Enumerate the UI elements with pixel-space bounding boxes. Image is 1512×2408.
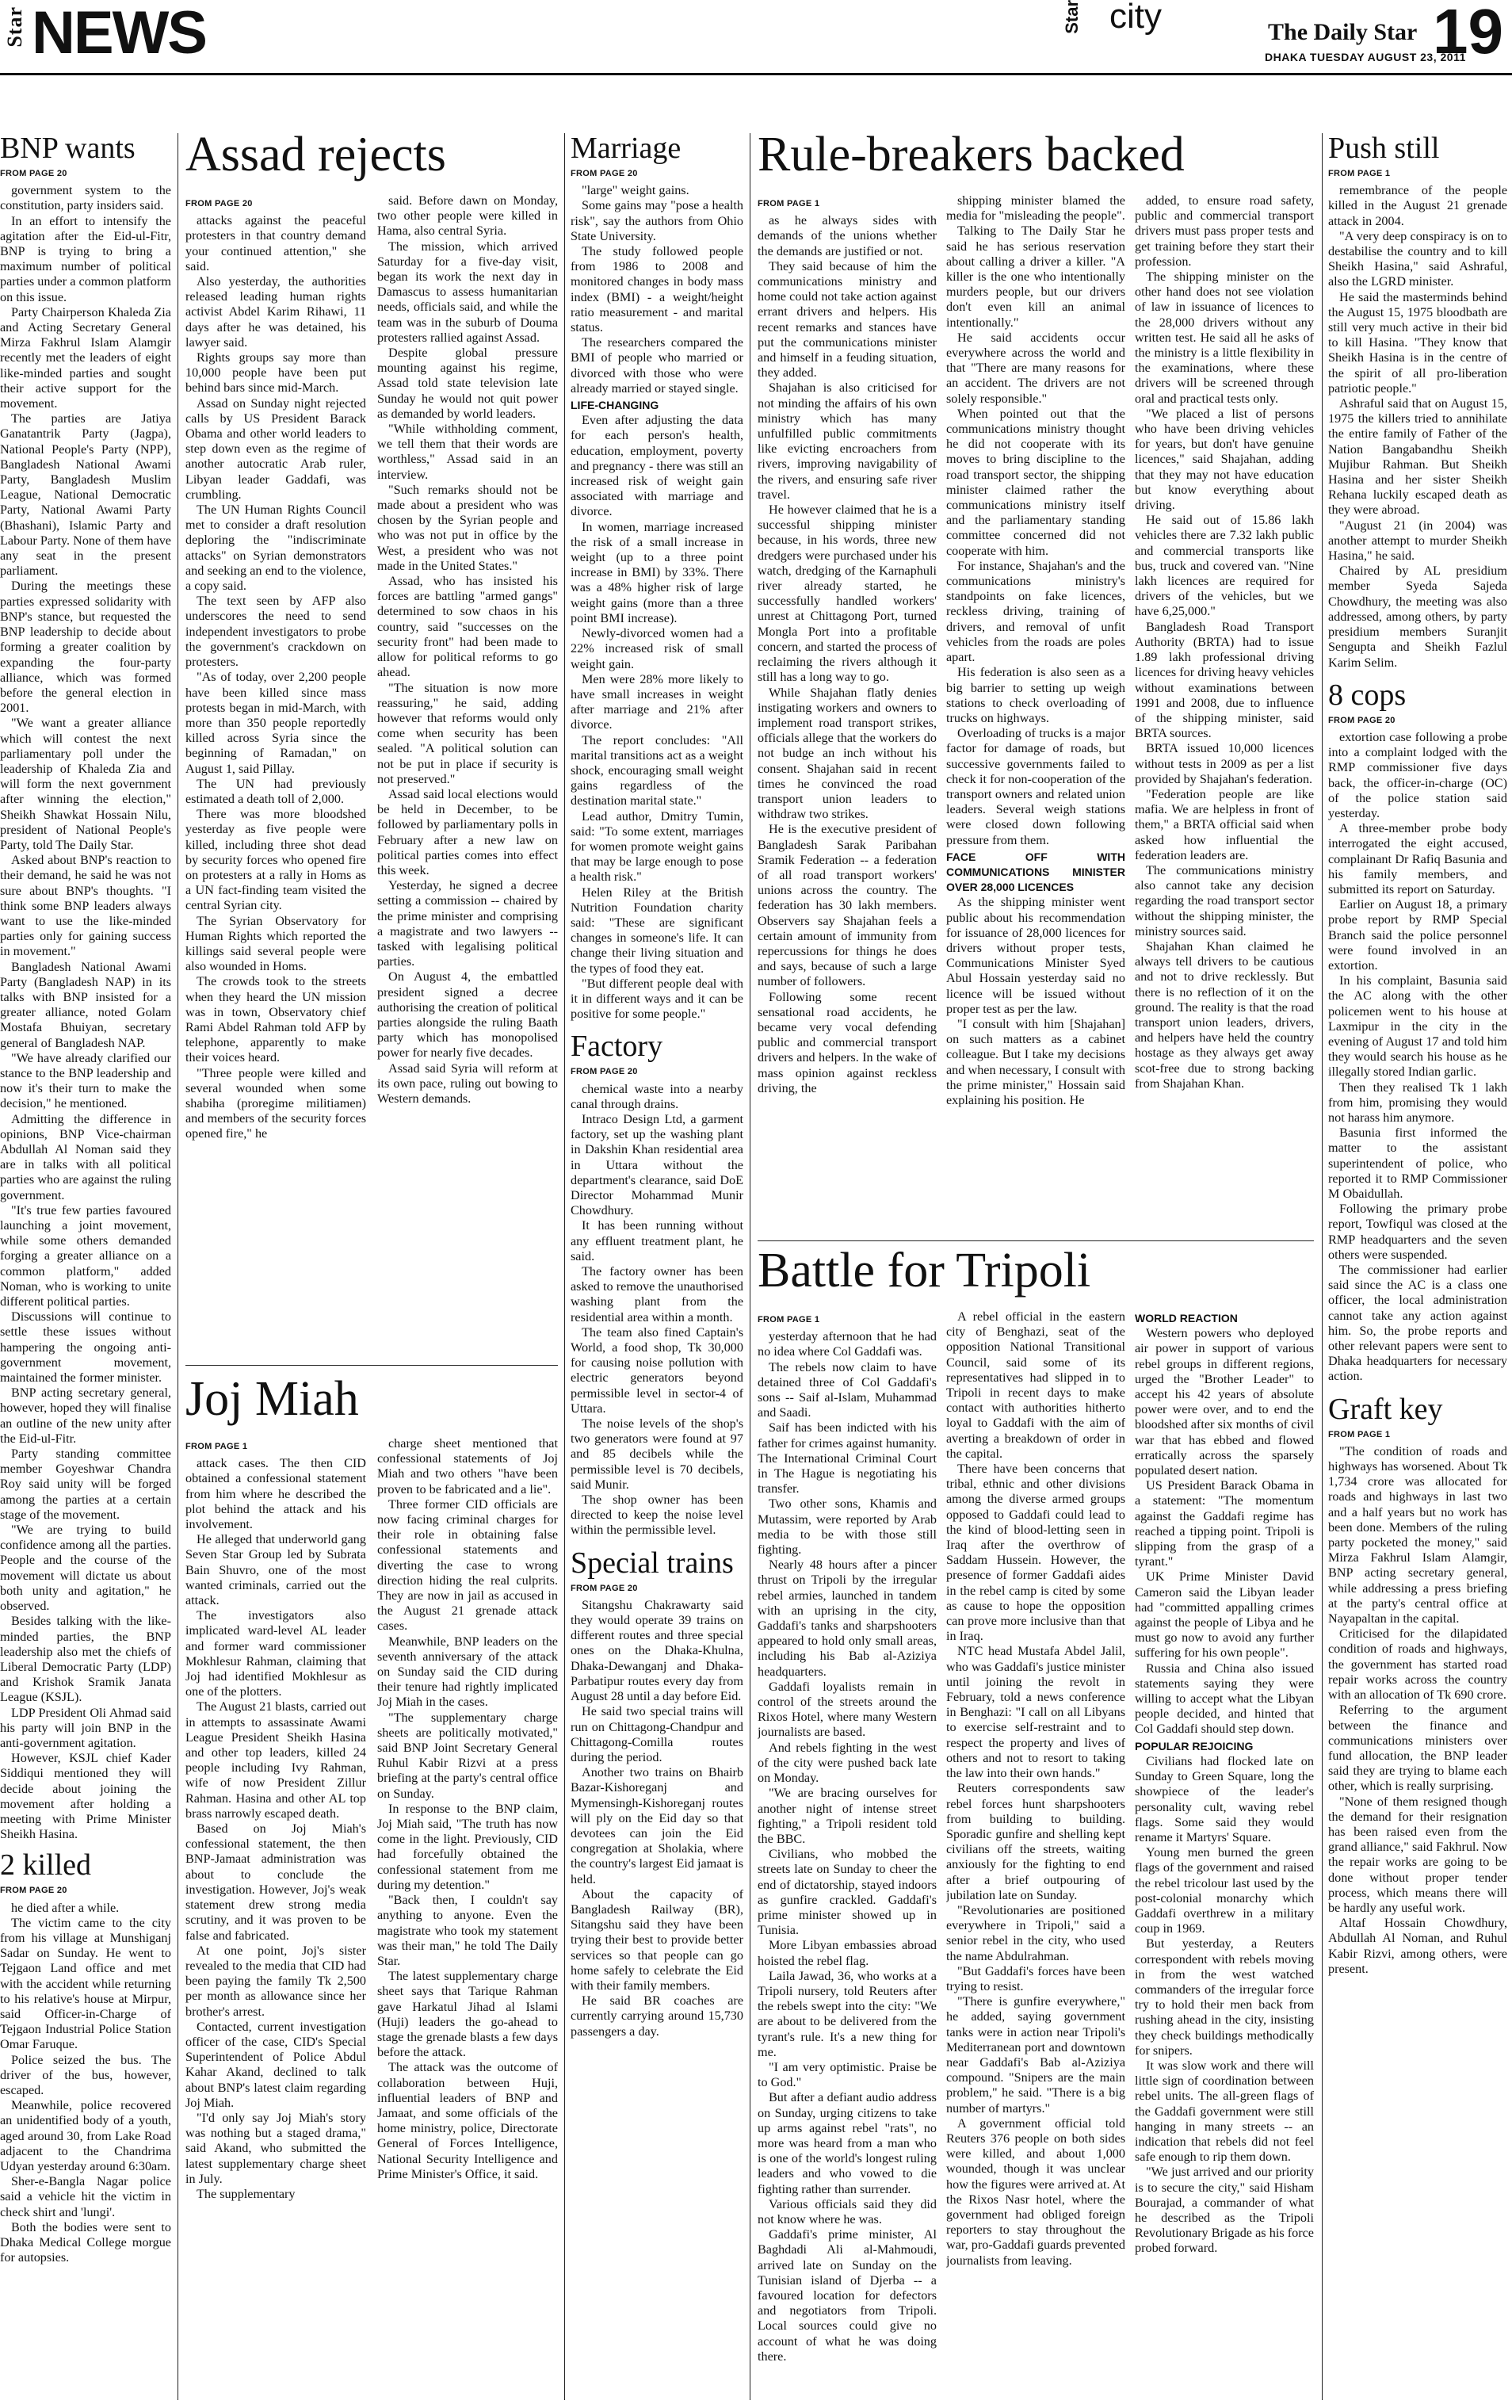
- paragraph: Men were 28% more likely to have small increases in weight after marriage and 21% after divorce.: [571, 671, 743, 732]
- paragraph: The text seen by AFP also underscores the need to send independent investigators to probe the government's crackdown on protesters.: [185, 594, 366, 670]
- paragraph: Despite global pressure mounting against his regime, Assad told state television late Sunday he would not quit power as demanded by world leaders.: [377, 346, 558, 421]
- headline: Special trains: [571, 1546, 734, 1580]
- paragraph: And rebels fighting in the west of the city were pushed back late on Monday.: [758, 1740, 937, 1786]
- story-column: [377, 193, 558, 1359]
- paragraph: There have been concerns that tribal, ethnic and other divisions among the diverse armed groups opposed to Gaddafi could lead to the kind of blood-letting seen in Iraq after the overthrow of Saddam Hussein. However, the presence of former Gaddafi aides in the rebel camp is cited by some as cause to hope the opposition can prove more inclusive than that in Iraq.: [946, 1462, 1125, 1644]
- paragraph: Bangladesh National Awami Party (Bangladesh NAP) in its talks with BNP insisted for a greater alliance, noted Golam Mostafa Bhuiyan, secretary general of Bangladesh NAP.: [0, 959, 171, 1050]
- paragraph: It has been running without any effluent treatment plant, he said.: [571, 1218, 743, 1263]
- paragraph: "The condition of roads and highways has worsened. About Tk 1,734 crore was allocated for roads and highways in last two and a half years but no work has been done. Members of the ruling party pocketed the money," said Mirza Fakhrul Islam Alamgir, BNP acting secretary general, while addressing a press briefing at the party's central office at Nayapaltan in the capital.: [1328, 1443, 1507, 1626]
- paragraph: But after a defiant audio address on Sunday, urging citizens to take up arms against rebel "rats", no more was heard from a man who is one of the world's longest ruling leaders and who vowed to die fighting rather than surrender.: [758, 2090, 937, 2196]
- paragraph: Shajahan is also criticised for not minding the affairs of his own ministry which has many unfulfilled public commitments like evicting encroachers from rivers, improving navigability of the rivers, and ensuring safe river travel.: [758, 380, 937, 502]
- paragraph: He said BR coaches are currently carrying around 15,730 passengers a day.: [571, 1993, 743, 2039]
- headline: Assad rejects: [185, 128, 446, 182]
- paragraph: Gaddafi's prime minister, Al Baghdadi Ali al-Mahmoudi, arrived late on Sunday on the Tunisian island of Djerba -- a favoured location for defectors and negotiators from Tripoli. Local sources could give no account of what he was doing there.: [758, 2227, 937, 2364]
- story-body: [571, 1598, 743, 2039]
- paragraph: Assad said Syria will reform at its own pace, ruling out bowing to Western demands.: [377, 1061, 558, 1106]
- paragraph: The communications ministry also cannot take any decision regarding the road transport sector without the shipping minister, the ministry sources said.: [1135, 862, 1314, 938]
- paragraph: "I am very optimistic. Praise be to God.": [758, 2059, 937, 2090]
- paragraph: It was slow work and there will little sign of coordination between rebel units. The all-green flags of the Gaddafi government were still hanging in many streets -- an indication that rebels did not feel safe enough to rip them down.: [1135, 2058, 1314, 2165]
- headline: Marriage: [571, 133, 682, 165]
- masthead-rule: [0, 73, 1512, 75]
- paragraph: Altaf Hossain Chowdhury, Abdullah Al Noman, and Ruhul Kabir Rizvi, among others, were present.: [1328, 1916, 1507, 1976]
- paragraph: Three former CID officials are now facing criminal charges for their role in obtaining false confessional statements and diverting the case to wrong direction hiding the real culprits. They are now in jail as accused in the August 21 grenade attack cases.: [377, 1496, 558, 1634]
- paragraph: Chaired by AL presidium member Syeda Sajeda Chowdhury, the meeting was also addressed, among others, by party presidium members Suranjit Sengupta and Sheikh Fazlul Karim Selim.: [1328, 564, 1507, 670]
- paragraph: The latest supplementary charge sheet says that Tarique Rahman gave Harkatul Jihad al Islami (Huji) leaders the go-ahead to stage the grenade blasts a few days before the attack.: [377, 1969, 558, 2060]
- story-body: [758, 213, 937, 1096]
- paragraph: "But different people deal with it in different ways and it can be positive for some people.": [571, 976, 743, 1022]
- story-body: [377, 1436, 558, 2182]
- story-body: [0, 183, 171, 1842]
- paragraph: As the shipping minister went public about his recommendation for issuance of 28,000 licences for drivers without proper tests, Communications Minister Syed Abul Hossain yesterday said no licence will be issued without proper test as per the law.: [946, 895, 1125, 1016]
- paragraph: Besides talking with the like-minded parties, the BNP leadership also met the chiefs of Liberal Democratic Party (LDP) and Krishok Sramik Janata League (KSJL).: [0, 1614, 171, 1705]
- paragraph: However, KSJL chief Kader Siddiqui mentioned they will decide about joining the movement after holding a meeting with Prime Minister Sheikh Hasina.: [0, 1751, 171, 1842]
- paragraph: Then they realised Tk 1 lakh from him, promising they would not harass him anymore.: [1328, 1080, 1507, 1125]
- paragraph: The mission, which arrived Saturday for a five-day visit, began its work the next day in Damascus to assess humanitarian needs, officials said, and while the team was in the suburb of Douma protesters rallied against Assad.: [377, 239, 558, 345]
- paragraph: yesterday afternoon that he had no idea where Col Gaddafi was.: [758, 1329, 937, 1359]
- paragraph: The victim came to the city from his village at Munshiganj Sadar on Sunday. He went to Tejgaon Land office and met with the accident while returning to his relative's house at Mirpur, said Officer-in-Charge of Tejgaon Industrial Police Station Omar Faruque.: [0, 1915, 171, 2052]
- paragraph: There was more bloodshed yesterday as five people were killed, including three shot dead by security forces who opened fire on protesters at a rally in Homs as a UN fact-finding team visited the central Syrian city.: [185, 807, 366, 913]
- paragraph: A rebel official in the eastern city of Benghazi, seat of the opposition National Transitional Council, said some of its representatives had slipped in to Tripoli in recent days to make contact with authorities hitherto loyal to Gaddafi with the aim of averting a breakdown of order in the capital.: [946, 1309, 1125, 1461]
- paragraph: he died after a while.: [11, 1900, 120, 1915]
- paragraph: At one point, Joj's sister revealed to the media that CID had been paying the family Tk 2,500 per month as allowance since her brother's arrest.: [185, 1943, 366, 2019]
- paragraph: "It's true few parties favoured launching a joint movement, while some others demanded forging a greater alliance on a common platform," added Noman, who is working to unite different political parties.: [0, 1202, 171, 1309]
- paragraph: During the meetings these parties expressed solidarity with BNP's stance, but requested the BNP leadership to decide about forming a greater coalition by expanding the four-party alliance, which was formed before the general election in 2001.: [0, 579, 171, 716]
- story-joj-miah: [185, 1374, 558, 1424]
- paragraph: "We are trying to build confidence among all the parties. People and the course of the movement will dictate us about both unity and agitation," he observed.: [0, 1523, 171, 1614]
- paragraph: Talking to The Daily Star he said he has serious reservation about calling a driver a killer. "A killer is the one who intentionally murders people, but our drivers don't even kill an animal intentionally.": [946, 224, 1125, 330]
- paragraph: On August 4, the embattled president signed a decree authorising the creation of political parties alongside the ruling Baath party which has monopolised power for nearly five decades.: [377, 969, 558, 1061]
- paragraph: Also yesterday, the authorities released leading human rights activist Abdel Karim Rihawi, 11 days after he was detained, his lawyer said.: [185, 274, 366, 350]
- headline: Battle for Tripoli: [758, 1244, 1091, 1298]
- paragraph: His federation is also seen as a big barrier to setting up weigh stations to check overloading of trucks on highways.: [946, 665, 1125, 725]
- paragraph: Laila Jawad, 36, who works at a Tripoli nursery, told Reuters after the rebels swept into the city: "We are about to be delivered from the tyrant's rule. It's a new thing for me.: [758, 1968, 937, 2059]
- story-column: [1135, 193, 1314, 1235]
- paragraph: For instance, Shajahan's and the communications ministry's standpoints on fake licences, reckless driving, training of drivers, and removal of unfit vehicles from the roads are poles apart.: [946, 558, 1125, 665]
- paragraph: Following some recent sensational road accidents, he became very vocal defending public and commercial transport drivers and helpers. In the wake of mass opinion against reckless driving, the: [758, 989, 937, 1095]
- from-page: FROM PAGE 20: [0, 169, 67, 178]
- paragraph: When pointed out that the communications ministry thought he did not cooperate with its moves to bring discipline to the road transport sector, the shipping minister claimed rather the communications ministry itself and the parliamentary standing committee concerned did not cooperate with him.: [946, 406, 1125, 558]
- paragraph: Gaddafi loyalists remain in control of the streets around the Rixos Hotel, where many Western journalists are based.: [758, 1679, 937, 1740]
- from-page: FROM PAGE 1: [758, 1315, 820, 1324]
- paragraph: In an effort to intensify the agitation after the Eid-ul-Fitr, BNP is trying to bring a maximum number of political parties under a common platform on this issue.: [0, 213, 171, 304]
- paragraph: The parties are Jatiya Ganatantrik Party (Jagpa), National People's Party (NPP), Bangladesh National Awami Party, Bangladesh Muslim League, National Democratic Party, National Awami Party (Bhashani), Islamic Party and Labour Party. None of them have any seat in the present parliament.: [0, 411, 171, 579]
- dateline: DHAKA TUESDAY AUGUST 23, 2011: [1265, 51, 1466, 63]
- paragraph: A government official told Reuters 376 people on both sides were killed, and about 1,000 wounded, though it was unclear how the figures were arrived at. At the Rixos Nasr hotel, where the government had obliged foreign reporters to stay throughout the war, pro-Gaddafi guards prevented journalists from leaving.: [946, 2116, 1125, 2268]
- paragraph: Based on Joj Miah's confessional statement, the then BNP-Jamaat administration was about to conclude the investigation. However, Joj's weak statement drew strong media scrutiny, and it was proven to be false and fabricated.: [185, 1821, 366, 1943]
- story-column: [946, 1309, 1125, 2400]
- from-page: FROM PAGE 20: [185, 199, 253, 208]
- paragraph: Intraco Design Ltd, a garment factory, set up the washing plant in Dakshin Khan residential area in Uttara without the department's clearance, said DoE Director Mohammad Munir Chowdhury.: [571, 1111, 743, 1218]
- paragraph: Meanwhile, police recovered an unidentified body of a youth, aged around 30, from Lake Road adjacent to the Chandrima Udyan yesterday around 6:30am.: [0, 2098, 171, 2173]
- headline: 8 cops: [1328, 678, 1407, 712]
- paragraph: "A very deep conspiracy is on to destabilise the country and to kill Sheikh Hasina," said Ashraful, also the LGRD minister.: [1328, 228, 1507, 289]
- paragraph: In response to the BNP claim, Joj Miah said, "The truth has now come in the light. Previously, CID had forcefully obtained the confessional statement from me during my detention.": [377, 1801, 558, 1892]
- paragraph: Western powers who deployed air power in support of various rebel groups in different regions, urged the "Brother Leader" to accept his 42 years of absolute power were over, and to end the bloodshed after six months of civil war that has ebbed and flowed erratically across the sparsely populated desert nation.: [1135, 1326, 1314, 1478]
- headline: BNP wants: [0, 133, 136, 165]
- paragraph: "We want a greater alliance which will contest the next parliamentary poll under the leadership of Khaleda Zia and will form the next government after winning the election," Sheikh Shawkat Hossain Nilu, president of National People's Party, told The Daily Star.: [0, 716, 171, 852]
- section-title: city: [1109, 0, 1162, 36]
- paragraph: Party Chairperson Khaleda Zia and Acting Secretary General Mirza Fakhrul Islam Alamgir recently met the leaders of eight like-minded parties and sought their active support for the movement.: [0, 304, 171, 411]
- paragraph: He alleged that underworld gang Seven Star Group led by Subrata Bain Shuvro, one of the most wanted criminals, carried out the attack.: [185, 1532, 366, 1608]
- paragraph: added, to ensure road safety, public and commercial transport drivers must pass proper tests and get training before they start their profession.: [1135, 193, 1314, 269]
- story-column: [758, 1309, 937, 2400]
- paragraph: Criticised for the dilapidated condition of roads and highways, the government has started road repair works across the country with an allocation of Tk 690 crore.: [1328, 1626, 1507, 1703]
- paragraph: Bangladesh Road Transport Authority (BRTA) had to issue 1.89 lakh professional driving licences for driving heavy vehicles without examinations between 1991 and 2008, due to influence of the shipping minister, said BRTA sources.: [1135, 619, 1314, 741]
- paragraph: "I'd only say Joj Miah's story was nothing but a staged drama," said Akand, who submitted the latest supplementary charge sheet in July.: [185, 2110, 366, 2186]
- paragraph: The UN had previously estimated a death toll of 2,000.: [185, 776, 366, 806]
- subhead: WORLD REACTION: [1135, 1312, 1238, 1324]
- story-column: [185, 1436, 366, 2400]
- paragraph: Discussions will continue to settle these issues without hampering the ongoing anti-government movement, maintained the former minister.: [0, 1309, 171, 1386]
- paragraph: Shajahan Khan claimed he always tell drivers to be cautious and not to drive recklessly. But there is no reflection of it on the ground. The reality is that the road transport union leaders, drivers, and helpers have held the country hostage as they always get away scot-free due to strong backing from Shajahan Khan.: [1135, 938, 1314, 1091]
- story-body: [571, 1082, 743, 1538]
- paragraph: Earlier on August 18, a primary probe report by RMP Special Branch said the police personnel were found involved in an extortion.: [1328, 897, 1507, 973]
- paragraph: "The situation is now more reassuring," he said, adding however that reforms would only come when security has been sealed. "A political solution can not be put in place if security is not preserved.": [377, 680, 558, 786]
- paragraph: The crowds took to the streets when they heard the UN mission was in town, Observatory chief Rami Abdel Rahman told AFP by telephone, apparently to make their voices heard.: [185, 974, 366, 1065]
- from-page: FROM PAGE 1: [758, 199, 820, 208]
- paragraph: Party standing committee member Goyeshwar Chandra Roy said unity will be forged among the parties at a certain stage of the movement.: [0, 1447, 171, 1522]
- story-column: [946, 193, 1125, 1235]
- paragraph: "Revolutionaries are positioned everywhere in Tripoli," said a senior rebel in the city, who used the name Abdulrahman.: [946, 1902, 1125, 1963]
- paragraph: UK Prime Minister David Cameron said the Libyan leader had "committed appalling crimes against the people of Libya and he must go now to avoid any further suffering for his own people".: [1135, 1569, 1314, 1661]
- paragraph: NTC head Mustafa Abdel Jalil, who was Gaddafi's justice minister until joining the revolt in February, told a news conference in Benghazi: "I call on all Libyans to exercise self-restraint and to respect the property and lives of others and not to resort to taking the law into their own hands.": [946, 1644, 1125, 1781]
- story-body: [946, 193, 1125, 848]
- paragraph: said. Before dawn on Monday, two other people were killed in Hama, also central Syria.: [377, 193, 558, 239]
- paragraph: Meanwhile, BNP leaders on the seventh anniversary of the attack on Sunday said the CID during their tenure had rightly implicated Joj Miah in the cases.: [377, 1634, 558, 1710]
- paragraph: He said two special trains will run on Chittagong-Chandpur and Chittagong-Comilla routes during the period.: [571, 1704, 743, 1764]
- paragraph: Assad, who has insisted his forces are battling "armed gangs" determined to sow chaos in his country, said "successes on the security front" had been made to allow for political reforms to go ahead.: [377, 574, 558, 680]
- paragraph: as he always sides with demands of the unions whether the demands are justified or not.: [758, 213, 937, 258]
- paragraph: The factory owner has been asked to remove the unauthorised washing plant from the residential area within a month.: [571, 1264, 743, 1324]
- paragraph: Sitangshu Chakrawarty said they would operate 39 trains on different routes and three special ones on the Dhaka-Khulna, Dhaka-Dewanganj and Dhaka-Parbatipur routes every day from August 28 until a day before Eid.: [571, 1597, 743, 1704]
- paragraph: The supplementary: [197, 2186, 296, 2201]
- from-page: FROM PAGE 20: [1328, 715, 1396, 725]
- story-column: [1135, 1309, 1314, 2400]
- story-rule-breakers: [758, 128, 1314, 182]
- story-body: [1135, 1754, 1314, 2257]
- paragraph: The noise levels of the shop's two generators were found at 97 and 85 decibels while the permissible level is 70 decibels, said Munir.: [571, 1416, 743, 1492]
- paragraph: Helen Riley at the British Nutrition Foundation charity said: "These are significant changes in someone's life. It can change their living situation and the types of food they eat.: [571, 885, 743, 976]
- paragraph: Civilians had flocked late on Sunday to Green Square, long the showpiece of the leader's personality cult, waving rebel flags. Some said they would rename it Martyrs' Square.: [1135, 1753, 1314, 1844]
- paragraph: attacks against the peaceful protesters in that country demand your continued attention," she said.: [185, 213, 366, 273]
- story-body: [1328, 183, 1507, 671]
- paragraph: "Back then, I couldn't say anything to anyone. Even the magistrate who took my statement was their man," he told The Daily Star.: [377, 1893, 558, 1968]
- section-star: Star: [1062, 0, 1082, 34]
- paragraph: "August 21 (in 2004) was another attempt to murder Sheikh Hasina," he said.: [1328, 518, 1507, 564]
- paragraph: Ashraful said that on August 15, 1975 the killers tried to annihilate the entire family of Father of the Nation Bangabandhu Sheikh Mujibur Rahman. But Sheikh Hasina and her sister Sheikh Rehana luckily escaped death as they were abroad.: [1328, 396, 1507, 518]
- subhead: LIFE-CHANGING: [571, 399, 659, 412]
- paragraph: The researchers compared the BMI of people who married or divorced with those who were already married or stayed single.: [571, 335, 743, 396]
- paragraph: US President Barack Obama in a statement: "The momentum against the Gaddafi regime has reached a tipping point. Tripoli is slipping from the grasp of a tyrant.": [1135, 1478, 1314, 1569]
- column-divider: [564, 133, 565, 2400]
- paragraph: Basunia first informed the matter to the assistant superintendent of police, who reported it to RMP Commissioner M Obaidullah.: [1328, 1126, 1507, 1201]
- paragraph: charge sheet mentioned that confessional statements of Joj Miah and two others "have been proven to be fabricated and a lie".: [377, 1436, 558, 1496]
- paragraph: Civilians, who mobbed the streets late on Sunday to cheer the end of dictatorship, stayed indoors as gunfire crackled. Gaddafi's prime minister showed up in Tunisia.: [758, 1847, 937, 1938]
- paragraph: Reuters correspondents saw rebel forces hunt sharpshooters from building to building. Sporadic gunfire and shelling kept civilians off the streets, waiting anxiously for the fighting to end after a brief outpouring of jubilation late on Sunday.: [946, 1781, 1125, 1902]
- paragraph: He said the masterminds behind the August 15, 1975 bloodbath are still very much active in their bid to kill Hasina. "They know that Sheikh Hasina is in the centre of the spirit of all pro-liberation patriotic people.": [1328, 289, 1507, 396]
- paragraph: "As of today, over 2,200 people have been killed since mass protests began in mid-March, with more than 350 people reportedly killed across Syria since the beginning of Ramadan," on August 1, said Pillay.: [185, 670, 366, 776]
- paragraph: Two other sons, Khamis and Mutassim, were reported by Arab media to be with those still fighting.: [758, 1496, 937, 1558]
- story-body: [185, 1456, 366, 2202]
- paragraph: Another two trains on Bhairb Bazar-Kishoreganj and Mymensingh-Kishoreganj routes will ply on the Eid day so that devotees can join the Eid congregation at Sholakia, where the country's largest Eid jamaat is held.: [571, 1765, 743, 1886]
- story-body: [1135, 193, 1314, 1091]
- from-page: FROM PAGE 20: [0, 1886, 67, 1896]
- story-battle-for-tripoli: [758, 1244, 1314, 1298]
- headline: Push still: [1328, 133, 1440, 165]
- paragraph: Nearly 48 hours after a pincer thrust on Tripoli by the irregular rebel armies, launched in tandem with an uprising in the city, Gaddafi's tanks and sharpshooters appeared to hold only small areas, including his Bab al-Aziziya headquarters.: [758, 1558, 937, 1679]
- paragraph: The attack was the outcome of collaboration between Huji, influential leaders of BNP and Jamaat, and some officials of the home ministry, police, Directorate General of Forces Intelligence, National Security Intelligence and Prime Minister's Office, it said.: [377, 2060, 558, 2181]
- paragraph: shipping minister blamed the media for "misleading the people".: [946, 193, 1125, 224]
- from-page: FROM PAGE 20: [571, 169, 638, 178]
- subhead: POPULAR REJOICING: [1135, 1739, 1254, 1752]
- story-bnp-wants: [0, 133, 171, 2400]
- paragraph: Assad said local elections would be held in December, to be followed by parliamentary polls in February after a new law on political parties comes into effect this week.: [377, 786, 558, 877]
- paragraph: "Such remarks should not be made about a president who was chosen by the Syrian people and who was not put in office by the West, a president who was not made in the United States.": [377, 482, 558, 573]
- paragraph: The shop owner has been directed to keep the noise level within the permissible level.: [571, 1493, 743, 1538]
- paragraph: "We are bracing ourselves for another night of intense street fighting," a Tripoli resident told the BBC.: [758, 1786, 937, 1846]
- paragraph: But yesterday, a Reuters correspondent with rebels moving in from the west watched commanders of the irregular force try to hold their men back from rushing ahead in the city, insisting they check buildings methodically for snipers.: [1135, 1936, 1314, 2058]
- paragraph: The August 21 blasts, carried out in attempts to assassinate Awami League President Sheikh Hasina and other top leaders, killed 24 people including Ivy Rahman, wife of now President Zillur Rahman. Hasina and other AL top brass narrowly escaped death.: [185, 1699, 366, 1821]
- paragraph: "The supplementary charge sheets are politically motivated," said BNP Joint Secretary General Ruhul Kabir Rizvi at a press briefing at the party's central office on Sunday.: [377, 1710, 558, 1801]
- paragraph: government system to the constitution, party insiders said.: [0, 183, 171, 213]
- story-divider: [758, 1240, 1314, 1241]
- logo-star: Star: [3, 6, 26, 48]
- paragraph: Russia and China also issued statements saying they were willing to accept what the Libyan people decided, and hinted that Col Gaddafi should step down.: [1135, 1661, 1314, 1737]
- paragraph: About the capacity of Bangladesh Railway (BR), Sitangshu said they have been trying their best to provide better services so that people can go home safely to celebrate the Eid with their family members.: [571, 1886, 743, 1993]
- paragraph: attack cases. The then CID obtained a confessional statement from him where he described the plot behind the attack and his involvement.: [185, 1456, 366, 1532]
- paragraph: "Three people were killed and several wounded when some shabiha (proregime militiamen) and members of the security forces opened fire," he: [185, 1065, 366, 1141]
- story-push-still: [1328, 133, 1507, 2400]
- from-page: FROM PAGE 20: [571, 1067, 638, 1077]
- story-body: [946, 1309, 1125, 2268]
- paragraph: Even after adjusting the data for each person's health, education, employment, poverty and pregnancy - there was still an increased risk of weight gain associated with marriage and divorce.: [571, 413, 743, 519]
- paragraph: He said accidents occur everywhere across the world and that "There are many reasons for an accident. The drivers are not solely responsible.": [946, 330, 1125, 406]
- headline: Joj Miah: [185, 1372, 359, 1426]
- logo-news: NEWS: [32, 0, 206, 67]
- paragraph: The report concludes: "All marital transitions act as a weight shock, encouraging small weight gains regardless of the destination marital state.": [571, 732, 743, 808]
- paragraph: "While withholding comment, we tell them that their words are worthless," Assad said in an interview.: [377, 422, 558, 482]
- paragraph: The investigators also implicated ward-level AL leader and former ward commissioner Mokhlesur Rahman, claiming that Joj had identified Mokhlesur as one of the plotters.: [185, 1608, 366, 1699]
- paragraph: The shipping minister on the other hand does not see violation of law in issuance of licences to the 28,000 drivers without any written test. He said all he asks of the ministry is a little flexibility in the examinations, where these drivers will be screened through oral and practical tests only.: [1135, 269, 1314, 406]
- paragraph: In his complaint, Basunia said the AC along with the other policemen went to his house at Laxmipur in the city in the evening of August 17 and told him they would search his house as he illegally stored Indian garlic.: [1328, 973, 1507, 1080]
- paragraph: Asked about BNP's reaction to their demand, he said he was not sure about BNP's thoughts. "I think some BNP leaders always want to use the like-minded parties only for gaining success in movement.": [0, 853, 171, 959]
- paragraph: The Syrian Observatory for Human Rights which reported the killings said several people were also wounded in Homs.: [185, 913, 366, 974]
- paragraph: "Federation people are like mafia. We are helpless in front of them," a BRTA official said when asked how influential the federation leaders are.: [1135, 786, 1314, 862]
- paragraph: Both the bodies were sent to Dhaka Medical College morgue for autopsies.: [0, 2219, 171, 2265]
- paragraph: Some gains may "pose a health risk", say the authors from Ohio State University.: [571, 198, 743, 243]
- subhead: FACE OFF WITH COMMUNICATIONS MINISTER OVER 28,000 LICENCES: [946, 850, 1125, 894]
- story-body: [1328, 730, 1507, 1385]
- paper-name: The Daily Star: [1268, 19, 1418, 45]
- paragraph: "None of them resigned though the demand for their resignation has been raised even from the grand alliance," said Fakhrul. Now the repair works are going to be done without proper tender process, which means there will be hardly any useful work.: [1328, 1794, 1507, 1915]
- story-body: [571, 183, 743, 396]
- page-number: 19: [1433, 0, 1503, 67]
- paragraph: The rebels now claim to have detained three of Col Gaddafi's sons -- Saif al-Islam, Muhammad and Saadi.: [758, 1359, 937, 1420]
- paragraph: Referring to the argument between the finance and communications ministers over fund allocation, the BNP leader said they are trying to blame each other, which is really surprising.: [1328, 1703, 1507, 1794]
- headline: Rule-breakers backed: [758, 128, 1185, 182]
- story-column: [377, 1436, 558, 2400]
- story-assad-rejects: [185, 128, 558, 182]
- paragraph: Rights groups say more than 10,000 people have been put behind bars since mid-March.: [185, 350, 366, 396]
- paragraph: Police seized the bus. The driver of the bus, however, escaped.: [0, 2052, 171, 2097]
- paragraph: chemical waste into a nearby canal through drains.: [571, 1081, 743, 1111]
- paragraph: "large" weight gains.: [582, 183, 689, 198]
- story-divider: [185, 1365, 558, 1366]
- paragraph: Newly-divorced women had a 22% increased risk of small weight gain.: [571, 626, 743, 671]
- paragraph: Overloading of trucks is a major factor for damage of roads, but successive governments failed to check it for non-cooperation of the transport owners and related union leaders. Several weigh stations were closed down following pressure from them.: [946, 726, 1125, 847]
- paragraph: LDP President Oli Ahmad said his party will join BNP in the anti-government agitation.: [0, 1705, 171, 1750]
- paragraph: He however claimed that he is a successful shipping minister because, in his words, three new dredgers were purchased under his watch, dredging of the Karnaphuli river already started, he successfully handled workers' unrest at Chittagong Port, turned Mongla Port into a profitable concern, and started the process of reclaiming the rivers although it still has a long way to go.: [758, 503, 937, 685]
- from-page: FROM PAGE 1: [185, 1442, 248, 1451]
- story-body: [0, 1901, 171, 2266]
- paragraph: Contacted, current investigation officer of the case, CID's Special Superintendent of Police Abdul Kahar Akand, declined to talk about BNP's latest claim regarding Joj Miah.: [185, 2019, 366, 2110]
- story-body: [1135, 1326, 1314, 1737]
- paragraph: Admitting the difference in opinions, BNP Vice-chairman Abdullah Al Noman said they are in talks with all political parties who are against the ruling government.: [0, 1111, 171, 1202]
- paragraph: Following the primary probe report, Towfiqul was closed at the RMP headquarters and the seven others were suspended.: [1328, 1202, 1507, 1262]
- headline: 2 killed: [0, 1848, 92, 1882]
- paragraph: The study followed people from 1986 to 2008 and monitored changes in body mass index (BMI) - a weight/height ratio measurement - and marital status.: [571, 244, 743, 335]
- paragraph: In women, marriage increased the risk of a small increase in weight (up to a three point increase in BMI) by 33%. There was a 48% higher risk of large weight gains (more than a three point BMI increase).: [571, 519, 743, 625]
- paragraph: extortion case following a probe into a complaint lodged with the RMP commissioner five days back, the officer-in-charge (OC) of the police station said yesterday.: [1328, 729, 1507, 820]
- paragraph: remembrance of the people killed in the August 21 grenade attack in 2004.: [1328, 183, 1507, 228]
- from-page: FROM PAGE 1: [1328, 1429, 1391, 1439]
- story-body: [571, 413, 743, 1022]
- paragraph: The team also fined Captain's World, a food shop, Tk 30,000 for causing noise pollution with electric generators beyond permissible level in sector-4 of Uttara.: [571, 1324, 743, 1416]
- story-body: [758, 1329, 937, 2364]
- story-column: [185, 193, 366, 1359]
- paragraph: They said because of him the communications ministry and home could not take action against errant drivers and helpers. His recent remarks and stances have put the communications minister and himself in a feuding situation, they added.: [758, 258, 937, 380]
- paragraph: "There is gunfire everywhere," he added, saying government tanks were in action near Tripoli's Mediterranean port and downtown near Gaddafi's Bab al-Aziziya compound. "Snipers are the main problem," he said. "There is a big number of martyrs.": [946, 1994, 1125, 2116]
- paragraph: The UN Human Rights Council met to consider a draft resolution deploring the "indiscriminate attacks" on Syrian demonstrators and seeking an end to the violence, a copy said.: [185, 503, 366, 594]
- paragraph: He is the executive president of Bangladesh Sarak Paribahan Sramik Federation -- a federation of all road transport workers' unions across the country. The federation has 30 lakh members. Observers say Shajahan feels a certain amount of immunity from repercussions for things he does and says, because of such a large number of followers.: [758, 822, 937, 989]
- paragraph: BNP acting secretary general, however, hoped they will finalise an outline of the new unity after the Eid-ul-Fitr.: [0, 1386, 171, 1446]
- paragraph: Saif has been indicted with his father for crimes against humanity. The International Criminal Court in The Hague is negotiating his transfer.: [758, 1420, 937, 1496]
- paragraph: "But Gaddafi's forces have been trying to resist.: [946, 1963, 1125, 1993]
- story-body: [946, 895, 1125, 1108]
- paragraph: Lead author, Dmitry Tumin, said: "To some extent, marriages for women promote weight gains that may be large enough to pose a health risk.": [571, 808, 743, 885]
- story-body: [1328, 1444, 1507, 1977]
- paragraph: Assad on Sunday night rejected calls by US President Barack Obama and other world leaders to step down even as the regime of another autocratic Arab ruler, Libyan leader Gaddafi, was crumbling.: [185, 396, 366, 502]
- masthead: [0, 0, 1512, 73]
- paragraph: Various officials said they did not know where he was.: [758, 2196, 937, 2226]
- paragraph: "We have already clarified our stance to the BNP leadership and now it's their turn to make the decision," he mentioned.: [0, 1050, 171, 1111]
- from-page: FROM PAGE 1: [1328, 169, 1391, 178]
- paragraph: A three-member probe body interrogated the eight accused, complainant Dr Rafiq Basunia and his family members, and submitted its report on Saturday.: [1328, 821, 1507, 896]
- paragraph: Yesterday, he signed a decree setting a commission -- chaired by the prime minister and comprising a magistrate and two lawyers -- tasked with legalising political parties.: [377, 878, 558, 969]
- paragraph: The commissioner had earlier said since the AC is a class one officer, the local administration cannot take any action against him. So, the probe reports and other relevant papers were sent to Dhaka headquarters for necessary action.: [1328, 1263, 1507, 1384]
- paragraph: "We just arrived and our priority is to secure the city," said Hisham Bourajad, a commander of what he described as the Tripoli Revolutionary Brigade as his force probed forward.: [1135, 2165, 1314, 2256]
- story-body: [185, 213, 366, 1141]
- paragraph: More Libyan embassies abroad hoisted the rebel flag.: [758, 1938, 937, 1968]
- from-page: FROM PAGE 20: [571, 1583, 638, 1593]
- headline: Factory: [571, 1030, 663, 1064]
- paragraph: "I consult with him [Shajahan] on such matters as a cabinet colleague. But I take my decisions and when necessary, I consult with the prime minister," Hossain said explaining his position. He: [946, 1016, 1125, 1107]
- paragraph: Sher-e-Bangla Nagar police said a vehicle hit the victim in check shirt and 'lungi'.: [0, 2174, 171, 2219]
- paragraph: BRTA issued 10,000 licences without tests in 2009 as per a list provided by Shajahan's federation.: [1135, 741, 1314, 786]
- paragraph: He said out of 15.86 lakh vehicles there are 7.32 lakh public and commercial transports like bus, truck and covered van. "Nine lakh licences are required for drivers of the vehicles, but we have 6,25,000.": [1135, 513, 1314, 619]
- paragraph: "We placed a list of persons who have been driving vehicles for years, but don't have genuine licences," said Shajahan, adding that they may not have education but know everything about driving.: [1135, 406, 1314, 513]
- story-marriage: [571, 133, 743, 2400]
- story-column: [758, 193, 937, 1235]
- paragraph: While Shajahan flatly denies instigating workers and owners to implement road transport strikes, officials allege that the workers do not budge an inch without his consent. Shajahan said in recent times he convinced the road transport union leaders to withdraw two strikes.: [758, 685, 937, 822]
- column-divider: [1322, 133, 1323, 2400]
- story-body: [377, 193, 558, 1107]
- headline: Graft key: [1328, 1392, 1443, 1426]
- paragraph: Young men burned the green flags of the government and raised the rebel tricolour last used by the post-colonial monarchy which Gaddafi overthrew in a military coup in 1969.: [1135, 1845, 1314, 1936]
